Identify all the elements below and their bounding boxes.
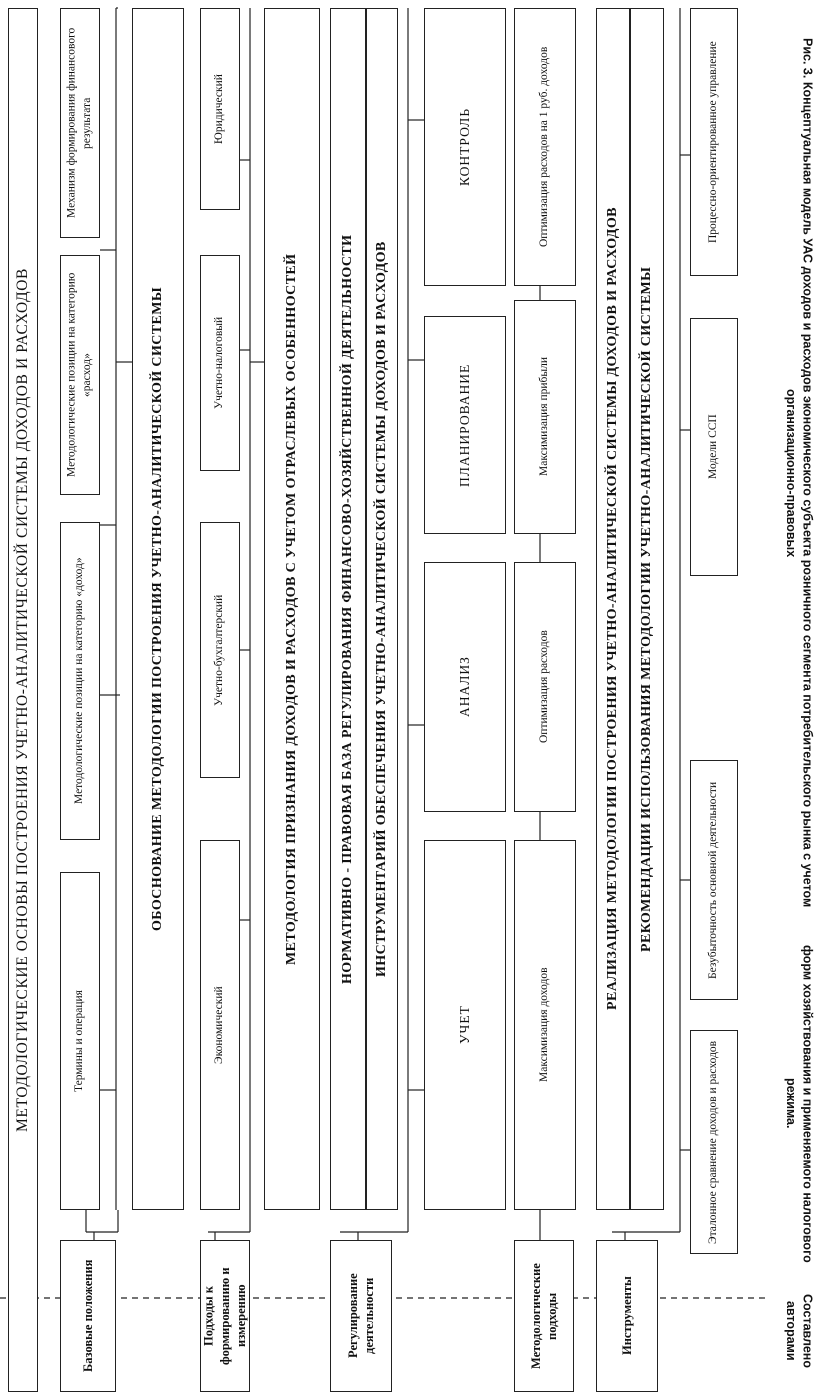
base-item-financial-result: Механизм формирования финансового результата (60, 8, 100, 238)
row-label-regulation: Регулирование деятельности (330, 1240, 392, 1392)
band-justification: ОБОСНОВАНИЕ МЕТОДОЛОГИИ ПОСТРОЕНИЯ УЧЕТНО-АНАЛИТИЧЕСКОЙ СИСТЕМЫ (132, 8, 184, 1210)
band-implementation: РЕАЛИЗАЦИЯ МЕТОДОЛОГИИ ПОСТРОЕНИЯ УЧЕТНО-АНАЛИТИЧЕСКОЙ СИСТЕМЫ ДОХОДОВ И РАСХОДОВ (596, 8, 630, 1210)
row-label-methodological: Методологические подходы (514, 1240, 574, 1392)
row-label-base: Базовые положения (60, 1240, 116, 1392)
instrument-process-management: Процессно-ориентированное управление (690, 8, 738, 276)
instrument-bsc-models: Модели ССП (690, 318, 738, 576)
approach-tax: Учетно-налоговый (200, 255, 240, 471)
caption-line-1: Рис. 3. Концептуальная модель УАС доходов и расходов экономического субъекта розничного сегмента потребительского рынка с учетом организационно-правовых (784, 38, 815, 908)
method-max-profit: Максимизация прибыли (514, 300, 576, 534)
band-recommendations: РЕКОМЕНДАЦИИ ИСПОЛЬЗОВАНИЯ МЕТОДОЛОГИИ УЧЕТНО-АНАЛИТИЧЕСКОЙ СИСТЕМЫ (630, 8, 664, 1210)
caption-line-2: форм хозяйствования и применяемого налогового режима. (784, 944, 815, 1263)
method-max-income: Максимизация доходов (514, 840, 576, 1210)
instrument-breakeven: Безубыточность основной деятельности (690, 760, 738, 1000)
approach-economic: Экономический (200, 840, 240, 1210)
base-item-terms: Термины и операция (60, 872, 100, 1210)
figure-caption (766, 8, 832, 1392)
approach-accounting: Учетно-бухгалтерский (200, 522, 240, 778)
base-item-expense-positions: Методологические позиции на категорию «расход» (60, 255, 100, 495)
row-label-instruments: Инструменты (596, 1240, 658, 1392)
method-opt-expenses: Оптимизация расходов (514, 562, 576, 812)
main-title: МЕТОДОЛОГИЧЕСКИЕ ОСНОВЫ ПОСТРОЕНИЯ УЧЕТНО-АНАЛИТИЧЕСКОЙ СИСТЕМЫ ДОХОДОВ И РАСХОДОВ (8, 8, 38, 1392)
base-item-income-positions: Методологические позиции на категорию «доход» (60, 522, 100, 840)
instrument-benchmarking: Эталонное сравнение доходов и расходов (690, 1030, 738, 1254)
function-accounting: УЧЕТ (424, 840, 506, 1210)
method-opt-per-ruble: Оптимизация расходов на 1 руб. доходов (514, 8, 576, 286)
function-planning: ПЛАНИРОВАНИЕ (424, 316, 506, 534)
function-control: КОНТРОЛЬ (424, 8, 506, 286)
row-label-approaches: Подходы к формированию и измерению (200, 1240, 250, 1392)
function-analysis: АНАЛИЗ (424, 562, 506, 812)
approach-legal: Юридический (200, 8, 240, 210)
band-recognition: МЕТОДОЛОГИЯ ПРИЗНАНИЯ ДОХОДОВ И РАСХОДОВ С УЧЕТОМ ОТРАСЛЕВЫХ ОСОБЕННОСТЕЙ (264, 8, 320, 1210)
band-instrumentation: ИНСТРУМЕНТАРИЙ ОБЕСПЕЧЕНИЯ УЧЕТНО-АНАЛИТИЧЕСКОЙ СИСТЕМЫ ДОХОДОВ И РАСХОДОВ (366, 8, 398, 1210)
caption-line-3: Составлено авторами (784, 1293, 815, 1368)
band-legal-framework: НОРМАТИВНО - ПРАВОВАЯ БАЗА РЕГУЛИРОВАНИЯ ФИНАНСОВО-ХОЗЯЙСТВЕННОЙ ДЕЯТЕЛЬНОСТИ (330, 8, 366, 1210)
